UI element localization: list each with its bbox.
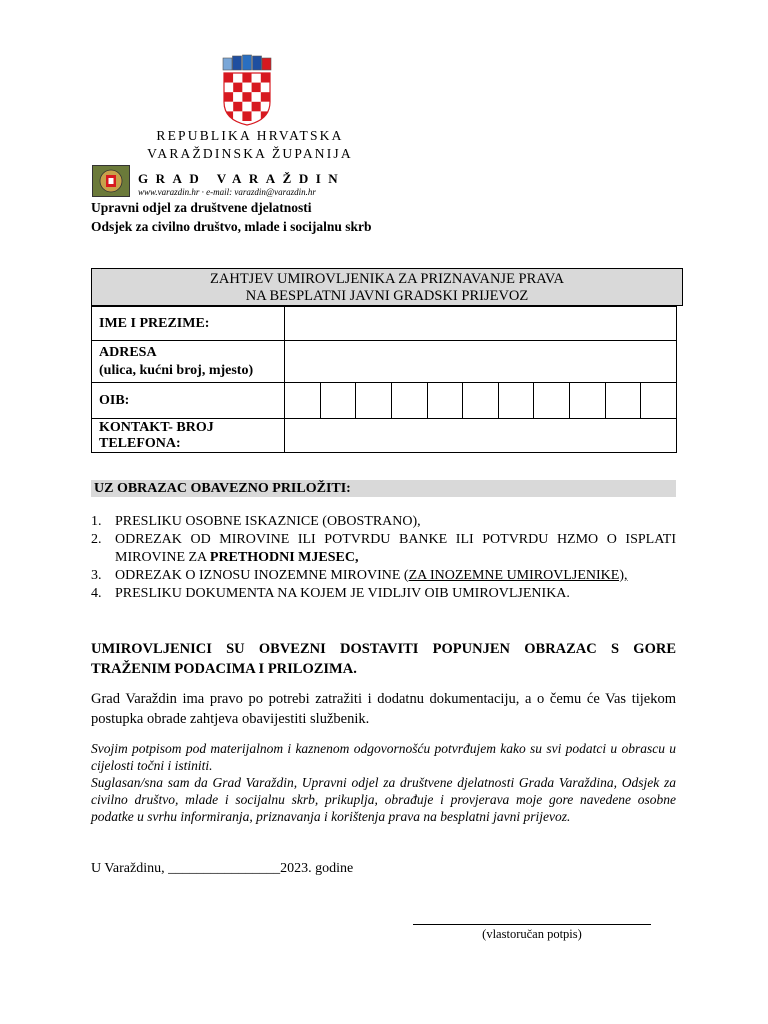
year-text: 2023. godine <box>280 861 354 876</box>
city-emblem-logo <box>92 165 130 197</box>
oib-digit-cell[interactable] <box>534 383 570 418</box>
oib-digit-cell[interactable] <box>463 383 499 418</box>
shield-square <box>224 83 233 93</box>
item-bold-text: PRETHODNI MJESEC, <box>209 550 359 565</box>
list-item <box>91 531 676 567</box>
name-label: IME I PREZIME: <box>92 307 285 341</box>
oib-digit-grid <box>285 383 676 418</box>
item-number: 4. <box>91 586 102 601</box>
phone-field[interactable] <box>285 419 677 453</box>
list-item <box>91 513 676 531</box>
oib-digit-cell[interactable] <box>321 383 357 418</box>
shield-square <box>242 73 251 83</box>
address-label: ADRESA <box>99 344 157 360</box>
coat-of-arms-logo <box>220 54 274 126</box>
name-field[interactable] <box>285 307 677 341</box>
item-text: ODREZAK O IZNOSU INOZEMNE MIROVINE ( <box>115 568 409 583</box>
shield-square <box>242 102 251 112</box>
form-title-line1: ZAHTJEV UMIROVLJENIKA ZA PRIZNAVANJE PRAVA <box>210 271 564 287</box>
oib-digit-cell[interactable] <box>285 383 321 418</box>
applicant-form-table <box>91 306 677 453</box>
address-label-cell <box>92 341 285 383</box>
declaration-consent: Suglasan/sna sam da Grad Varaždin, Upravni odjel za društvene djelatnosti Grada Varaždina, Odsjek za civilno društvo, mlade i socijalnu skrb, prikuplja, obrađuje i provjerava moje gore navedene osobne podatke u svrhu informiranja, priznavanja i korištenja prava na besplatni javni prijevoz. <box>91 775 676 824</box>
shield-square <box>252 111 261 121</box>
checkerboard-shield <box>224 73 270 121</box>
section-name: Odsjek za civilno društvo, mlade i socijalnu skrb <box>91 219 372 234</box>
city-name: GRAD VARAŽDIN <box>138 171 346 186</box>
declaration <box>91 740 676 825</box>
oib-digit-cell[interactable] <box>641 383 676 418</box>
shield-square <box>252 92 261 102</box>
table-row <box>92 419 677 453</box>
date-blank-field[interactable]: ________________ <box>168 861 281 876</box>
shield-square <box>233 111 242 121</box>
shield-square <box>233 92 242 102</box>
oib-digit-cell[interactable] <box>428 383 464 418</box>
item-number: 2. <box>91 532 102 547</box>
shield-square <box>242 83 251 93</box>
city-contact: www.varazdin.hr · e-mail: varazdin@varazdin.hr <box>138 187 316 197</box>
place-date-line <box>91 861 353 877</box>
list-item <box>91 567 676 585</box>
oib-digit-cell[interactable] <box>392 383 428 418</box>
shield-square <box>224 92 233 102</box>
oib-digit-cell[interactable] <box>606 383 642 418</box>
item-number: 1. <box>91 514 102 529</box>
oib-label: OIB: <box>92 383 285 419</box>
place-prefix: U Varaždinu, <box>91 861 169 876</box>
shield-square <box>242 111 251 121</box>
item-text: PRESLIKU OSOBNE ISKAZNICE (OBOSTRANO), <box>115 514 421 529</box>
item-underlined-text: ZA INOZEMNE UMIROVLJENIKE), <box>408 568 628 583</box>
shield-square <box>252 83 261 93</box>
address-field[interactable] <box>285 341 677 383</box>
declaration-accuracy: Svojim potpisom pod materijalnom i kaznenom odgovornošću potvrđujem kako su svi podatci u obrascu u cijelosti točni i istiniti. <box>91 741 676 773</box>
mandatory-notice: UMIROVLJENICI SU OBVEZNI DOSTAVITI POPUNJEN OBRAZAC S GORE TRAŽENIM PODACIMA I PRILOZIMA. <box>91 641 676 677</box>
signature-label: (vlastoručan potpis) <box>482 927 582 941</box>
shield-square <box>233 102 242 112</box>
table-row <box>92 341 677 383</box>
signature-line[interactable] <box>413 924 651 925</box>
shield-square <box>233 83 242 93</box>
phone-label-line1: KONTAKT- BROJ <box>99 419 214 435</box>
list-item <box>91 585 676 603</box>
shield-square <box>224 73 233 83</box>
phone-label-cell <box>92 419 285 453</box>
attachments-heading: UZ OBRAZAC OBAVEZNO PRILOŽITI: <box>91 480 676 497</box>
shield-square <box>261 73 270 83</box>
department-name: Upravni odjel za društvene djelatnosti <box>91 200 312 215</box>
address-hint: (ulica, kućni broj, mjesto) <box>99 362 254 378</box>
shield-square <box>261 92 270 102</box>
shield-square <box>233 73 242 83</box>
phone-label-line2: TELEFONA: <box>99 435 181 451</box>
shield-square <box>242 92 251 102</box>
item-text: PRESLIKU DOKUMENTA NA KOJEM JE VIDLJIV OIB UMIROVLJENIKA. <box>115 586 570 601</box>
oib-digit-cell[interactable] <box>570 383 606 418</box>
table-row <box>92 383 677 419</box>
country-name: REPUBLIKA HRVATSKA <box>156 128 344 143</box>
shield-square <box>261 83 270 93</box>
oib-digit-cell[interactable] <box>499 383 535 418</box>
crown <box>223 55 271 70</box>
attachments-list <box>91 513 676 603</box>
oib-digit-cell[interactable] <box>356 383 392 418</box>
item-number: 3. <box>91 568 102 583</box>
county-name: VARAŽDINSKA ŽUPANIJA <box>147 146 353 161</box>
oib-field[interactable] <box>285 383 677 419</box>
form-title <box>91 268 683 306</box>
shield-square <box>252 102 261 112</box>
form-title-line2: NA BESPLATNI JAVNI GRADSKI PRIJEVOZ <box>245 288 529 304</box>
shield-square <box>252 73 261 83</box>
item-text: ODREZAK OD MIROVINE ILI POTVRDU BANKE ILI POTVRDU HZMO O ISPLATI MIROVINE ZA <box>115 532 676 565</box>
table-row <box>92 307 677 341</box>
documentation-notice: Grad Varaždin ima pravo po potrebi zatražiti i dodatnu dokumentaciju, a o čemu će Vas tijekom postupka obrade zahtjeva obavijestiti službenik. <box>91 691 676 727</box>
